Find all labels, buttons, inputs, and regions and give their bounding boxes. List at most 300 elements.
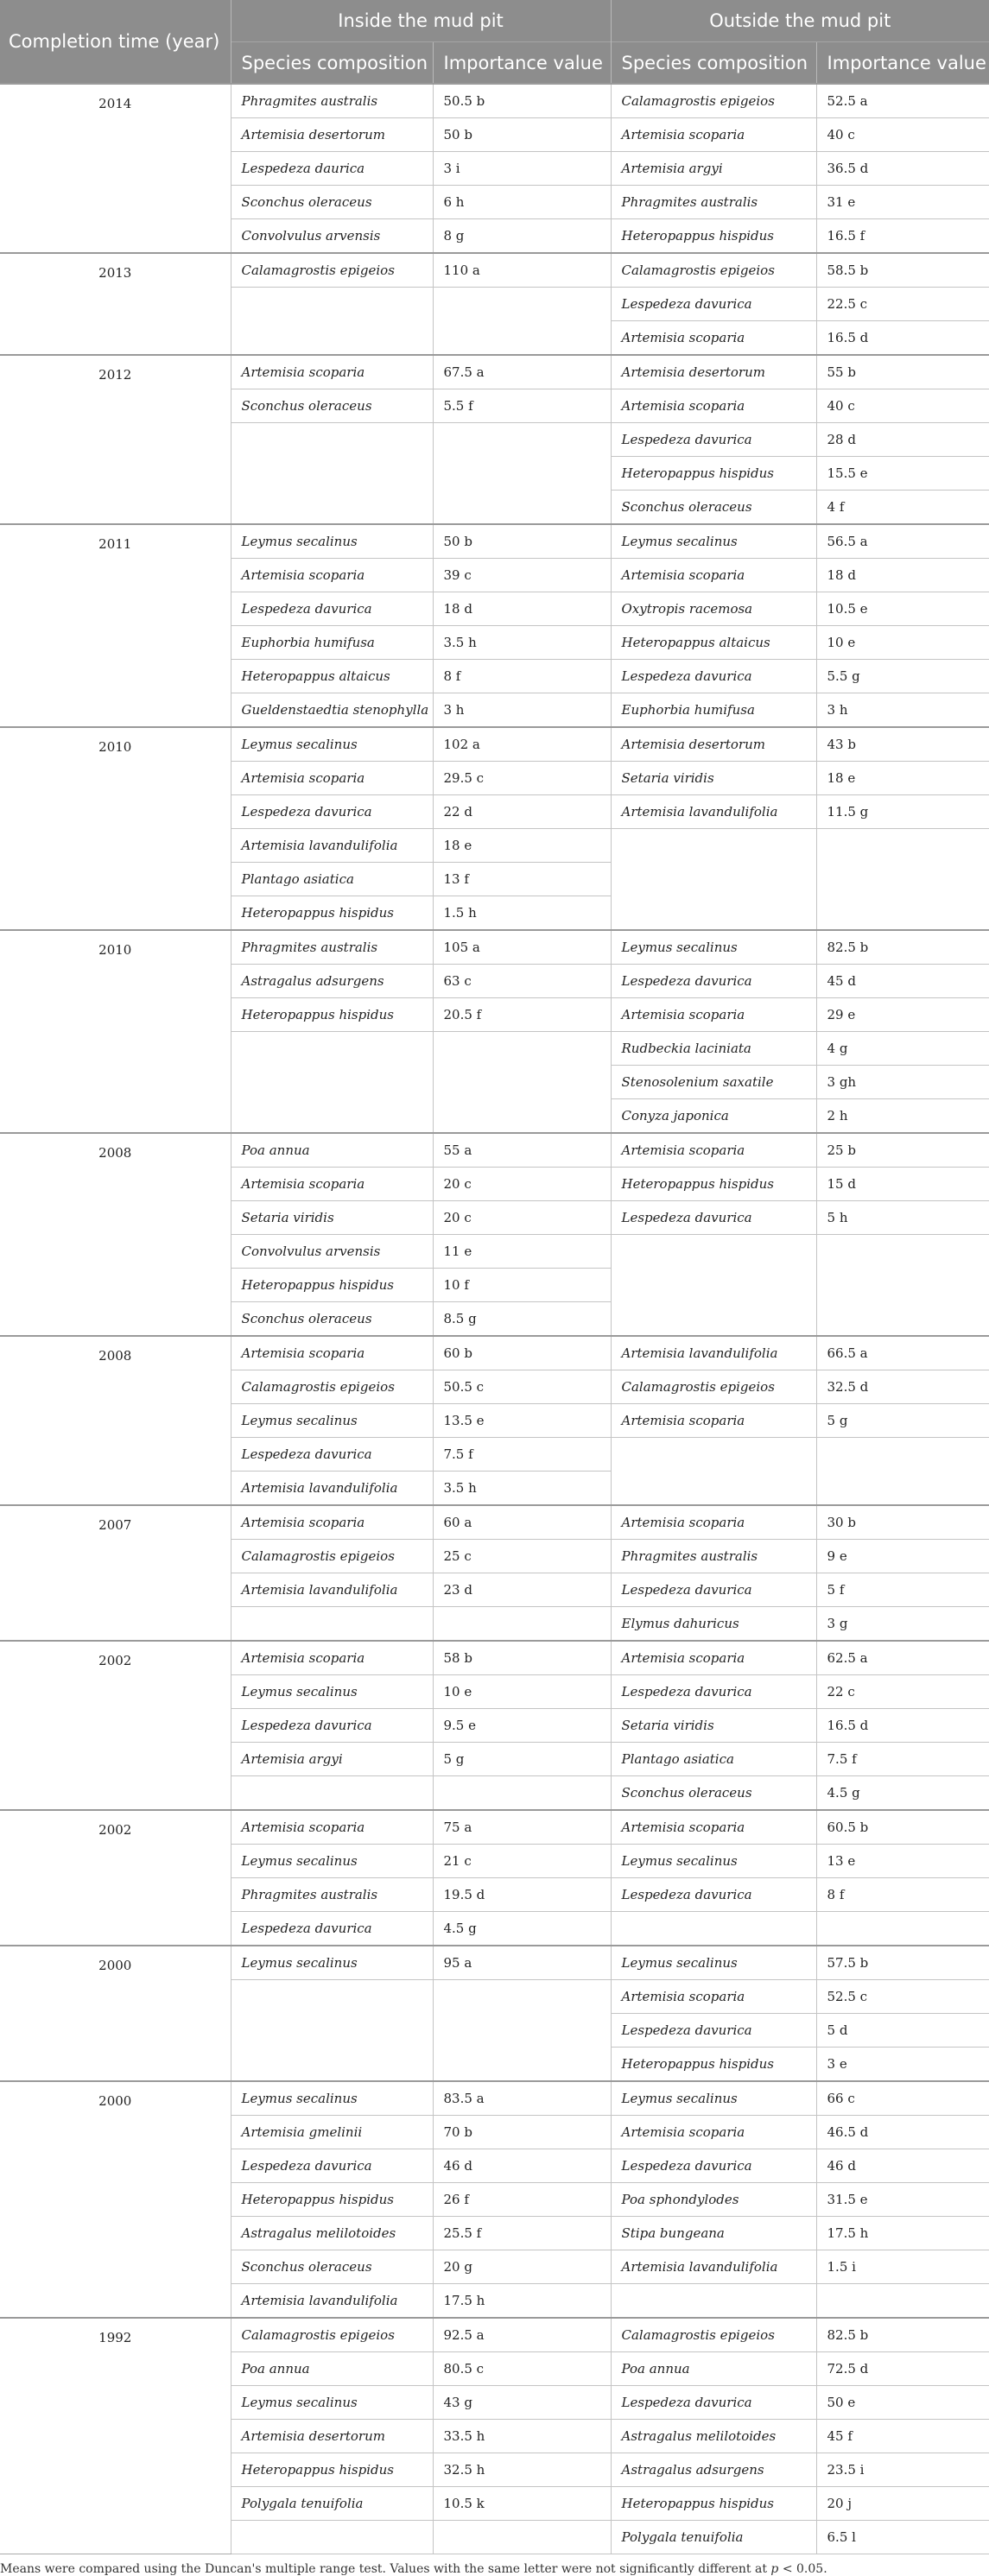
inside-importance-value: 95 a bbox=[433, 1946, 611, 1980]
inside-importance-value: 25 c bbox=[433, 1540, 611, 1573]
header-inside-mud-pit: Inside the mud pit bbox=[231, 0, 611, 42]
inside-species: Lespedeza davurica bbox=[231, 1912, 433, 1946]
completion-year: 2000 bbox=[0, 1946, 231, 2081]
outside-importance-value: 22 c bbox=[816, 1675, 989, 1709]
inside-species: Sconchus oleraceus bbox=[231, 2250, 433, 2284]
outside-species: Stipa bungeana bbox=[611, 2217, 816, 2250]
inside-species: Convolvulus arvensis bbox=[231, 1235, 433, 1269]
outside-importance-value: 4.5 g bbox=[816, 1776, 989, 1811]
inside-importance-value: 20 g bbox=[433, 2250, 611, 2284]
inside-species: Artemisia scoparia bbox=[231, 1168, 433, 1201]
outside-importance-value: 46.5 d bbox=[816, 2116, 989, 2149]
inside-importance-value: 63 c bbox=[433, 965, 611, 998]
outside-importance-value: 11.5 g bbox=[816, 795, 989, 829]
outside-importance-value: 58.5 b bbox=[816, 253, 989, 288]
inside-importance-value: 75 a bbox=[433, 1810, 611, 1845]
outside-importance-value: 28 d bbox=[816, 423, 989, 457]
completion-year: 2010 bbox=[0, 930, 231, 1133]
inside-species: Artemisia lavandulifolia bbox=[231, 829, 433, 863]
inside-species: Lespedeza davurica bbox=[231, 2149, 433, 2183]
outside-species: Artemisia lavandulifolia bbox=[611, 2250, 816, 2284]
table-row bbox=[0, 727, 989, 762]
table-row bbox=[0, 1133, 989, 1168]
outside-species: Artemisia scoparia bbox=[611, 1133, 816, 1168]
inside-empty-cell bbox=[231, 288, 433, 356]
outside-species: Sconchus oleraceus bbox=[611, 1776, 816, 1811]
table-row bbox=[0, 1810, 989, 1845]
inside-importance-value: 19.5 d bbox=[433, 1878, 611, 1912]
inside-importance-value: 9.5 e bbox=[433, 1709, 611, 1743]
outside-species: Poa sphondylodes bbox=[611, 2183, 816, 2217]
inside-importance-value: 5.5 f bbox=[433, 389, 611, 423]
completion-year: 2000 bbox=[0, 2081, 231, 2318]
inside-importance-value: 83.5 a bbox=[433, 2081, 611, 2116]
inside-species: Heteropappus hispidus bbox=[231, 998, 433, 1032]
outside-importance-value: 57.5 b bbox=[816, 1946, 989, 1980]
outside-importance-value: 23.5 i bbox=[816, 2453, 989, 2487]
inside-species: Heteropappus altaicus bbox=[231, 660, 433, 693]
inside-species: Artemisia scoparia bbox=[231, 1505, 433, 1540]
completion-year: 1992 bbox=[0, 2318, 231, 2554]
table-row bbox=[0, 930, 989, 965]
outside-importance-value: 8 f bbox=[816, 1878, 989, 1912]
outside-species: Artemisia desertorum bbox=[611, 355, 816, 389]
inside-empty-cell bbox=[433, 288, 611, 356]
outside-importance-value: 1.5 i bbox=[816, 2250, 989, 2284]
table-row bbox=[0, 1336, 989, 1370]
inside-importance-value: 13 f bbox=[433, 863, 611, 896]
outside-importance-value: 18 d bbox=[816, 559, 989, 592]
outside-species: Calamagrostis epigeios bbox=[611, 253, 816, 288]
inside-importance-value: 13.5 e bbox=[433, 1404, 611, 1438]
outside-species: Lespedeza davurica bbox=[611, 1201, 816, 1235]
completion-year: 2002 bbox=[0, 1810, 231, 1946]
outside-species: Phragmites australis bbox=[611, 186, 816, 219]
inside-importance-value: 7.5 f bbox=[433, 1438, 611, 1472]
inside-species: Lespedeza davurica bbox=[231, 1438, 433, 1472]
inside-importance-value: 11 e bbox=[433, 1235, 611, 1269]
inside-species: Artemisia scoparia bbox=[231, 1641, 433, 1675]
inside-importance-value: 60 b bbox=[433, 1336, 611, 1370]
outside-species: Euphorbia humifusa bbox=[611, 693, 816, 728]
inside-species: Plantago asiatica bbox=[231, 863, 433, 896]
inside-importance-value: 50.5 b bbox=[433, 84, 611, 118]
table-header bbox=[0, 0, 989, 84]
inside-species: Calamagrostis epigeios bbox=[231, 2318, 433, 2352]
inside-importance-value: 3 i bbox=[433, 152, 611, 186]
inside-species: Lespedeza davurica bbox=[231, 1709, 433, 1743]
completion-year: 2002 bbox=[0, 1641, 231, 1810]
header-inside-species: Species composition bbox=[231, 42, 433, 85]
inside-species: Poa annua bbox=[231, 2352, 433, 2386]
inside-species: Heteropappus hispidus bbox=[231, 2453, 433, 2487]
inside-importance-value: 3 h bbox=[433, 693, 611, 728]
inside-importance-value: 105 a bbox=[433, 930, 611, 965]
inside-species: Leymus secalinus bbox=[231, 1845, 433, 1878]
inside-importance-value: 4.5 g bbox=[433, 1912, 611, 1946]
completion-year: 2007 bbox=[0, 1505, 231, 1641]
outside-species: Heteropappus hispidus bbox=[611, 219, 816, 254]
completion-year: 2008 bbox=[0, 1133, 231, 1336]
inside-species: Sconchus oleraceus bbox=[231, 186, 433, 219]
table-row bbox=[0, 253, 989, 288]
outside-empty-cell bbox=[611, 2284, 816, 2319]
outside-importance-value: 50 e bbox=[816, 2386, 989, 2420]
outside-importance-value: 2 h bbox=[816, 1099, 989, 1134]
inside-importance-value: 33.5 h bbox=[433, 2420, 611, 2453]
outside-species: Artemisia scoparia bbox=[611, 1980, 816, 2014]
outside-species: Stenosolenium saxatile bbox=[611, 1066, 816, 1099]
outside-species: Lespedeza davurica bbox=[611, 1573, 816, 1607]
outside-species: Leymus secalinus bbox=[611, 930, 816, 965]
table-body bbox=[0, 84, 989, 2554]
outside-species: Calamagrostis epigeios bbox=[611, 2318, 816, 2352]
outside-empty-cell bbox=[611, 1235, 816, 1337]
outside-species: Heteropappus hispidus bbox=[611, 2048, 816, 2082]
inside-species: Artemisia scoparia bbox=[231, 355, 433, 389]
header-completion-time: Completion time (year) bbox=[0, 0, 231, 84]
inside-importance-value: 8.5 g bbox=[433, 1302, 611, 1337]
outside-importance-value: 45 d bbox=[816, 965, 989, 998]
inside-importance-value: 3.5 h bbox=[433, 1472, 611, 1506]
outside-importance-value: 7.5 f bbox=[816, 1743, 989, 1776]
outside-importance-value: 9 e bbox=[816, 1540, 989, 1573]
outside-species: Heteropappus hispidus bbox=[611, 2487, 816, 2521]
inside-species: Artemisia desertorum bbox=[231, 2420, 433, 2453]
outside-importance-value: 62.5 a bbox=[816, 1641, 989, 1675]
outside-species: Lespedeza davurica bbox=[611, 288, 816, 321]
inside-species: Lespedeza daurica bbox=[231, 152, 433, 186]
outside-importance-value: 4 g bbox=[816, 1032, 989, 1066]
footnote-p: p bbox=[770, 2562, 779, 2576]
inside-species: Euphorbia humifusa bbox=[231, 626, 433, 660]
inside-species: Sconchus oleraceus bbox=[231, 389, 433, 423]
outside-species: Lespedeza davurica bbox=[611, 423, 816, 457]
outside-species: Leymus secalinus bbox=[611, 2081, 816, 2116]
outside-species: Artemisia argyi bbox=[611, 152, 816, 186]
inside-species: Heteropappus hispidus bbox=[231, 1269, 433, 1302]
inside-species: Heteropappus hispidus bbox=[231, 2183, 433, 2217]
outside-species: Plantago asiatica bbox=[611, 1743, 816, 1776]
outside-species: Artemisia scoparia bbox=[611, 2116, 816, 2149]
inside-species: Artemisia gmelinii bbox=[231, 2116, 433, 2149]
inside-species: Leymus secalinus bbox=[231, 2386, 433, 2420]
outside-species: Artemisia scoparia bbox=[611, 1505, 816, 1540]
table-row bbox=[0, 84, 989, 118]
outside-species: Artemisia desertorum bbox=[611, 727, 816, 762]
inside-importance-value: 1.5 h bbox=[433, 896, 611, 931]
outside-importance-value: 25 b bbox=[816, 1133, 989, 1168]
outside-importance-value: 5.5 g bbox=[816, 660, 989, 693]
outside-species: Lespedeza davurica bbox=[611, 2014, 816, 2048]
inside-importance-value: 67.5 a bbox=[433, 355, 611, 389]
inside-empty-cell bbox=[433, 423, 611, 525]
inside-importance-value: 18 e bbox=[433, 829, 611, 863]
outside-species: Leymus secalinus bbox=[611, 1845, 816, 1878]
inside-importance-value: 10 f bbox=[433, 1269, 611, 1302]
inside-empty-cell bbox=[231, 2521, 433, 2554]
outside-species: Sconchus oleraceus bbox=[611, 491, 816, 525]
inside-importance-value: 110 a bbox=[433, 253, 611, 288]
inside-species: Leymus secalinus bbox=[231, 1675, 433, 1709]
inside-species: Artemisia scoparia bbox=[231, 1810, 433, 1845]
completion-year: 2012 bbox=[0, 355, 231, 524]
inside-species: Artemisia lavandulifolia bbox=[231, 1472, 433, 1506]
inside-species: Astragalus melilotoides bbox=[231, 2217, 433, 2250]
inside-species: Artemisia scoparia bbox=[231, 559, 433, 592]
outside-importance-value: 4 f bbox=[816, 491, 989, 525]
outside-importance-value: 13 e bbox=[816, 1845, 989, 1878]
outside-importance-value: 3 e bbox=[816, 2048, 989, 2082]
outside-species: Setaria viridis bbox=[611, 1709, 816, 1743]
inside-importance-value: 60 a bbox=[433, 1505, 611, 1540]
outside-species: Setaria viridis bbox=[611, 762, 816, 795]
table-row bbox=[0, 524, 989, 559]
inside-importance-value: 22 d bbox=[433, 795, 611, 829]
inside-species: Calamagrostis epigeios bbox=[231, 1540, 433, 1573]
inside-importance-value: 20 c bbox=[433, 1168, 611, 1201]
inside-importance-value: 50.5 c bbox=[433, 1370, 611, 1404]
inside-empty-cell bbox=[433, 1776, 611, 1811]
inside-importance-value: 50 b bbox=[433, 118, 611, 152]
outside-importance-value: 18 e bbox=[816, 762, 989, 795]
inside-importance-value: 17.5 h bbox=[433, 2284, 611, 2319]
outside-species: Oxytropis racemosa bbox=[611, 592, 816, 626]
completion-year: 2008 bbox=[0, 1336, 231, 1505]
inside-species: Convolvulus arvensis bbox=[231, 219, 433, 254]
outside-species: Astragalus melilotoides bbox=[611, 2420, 816, 2453]
outside-species: Heteropappus altaicus bbox=[611, 626, 816, 660]
inside-empty-cell bbox=[231, 1980, 433, 2082]
inside-importance-value: 10.5 k bbox=[433, 2487, 611, 2521]
outside-importance-value: 52.5 c bbox=[816, 1980, 989, 2014]
outside-empty-cell bbox=[816, 829, 989, 931]
outside-importance-value: 56.5 a bbox=[816, 524, 989, 559]
inside-importance-value: 102 a bbox=[433, 727, 611, 762]
inside-species: Calamagrostis epigeios bbox=[231, 1370, 433, 1404]
inside-species: Phragmites australis bbox=[231, 84, 433, 118]
outside-importance-value: 31.5 e bbox=[816, 2183, 989, 2217]
inside-importance-value: 3.5 h bbox=[433, 626, 611, 660]
header-outside-species: Species composition bbox=[611, 42, 816, 85]
outside-importance-value: 40 c bbox=[816, 118, 989, 152]
inside-importance-value: 8 g bbox=[433, 219, 611, 254]
outside-species: Artemisia lavandulifolia bbox=[611, 795, 816, 829]
outside-importance-value: 5 f bbox=[816, 1573, 989, 1607]
outside-empty-cell bbox=[611, 1912, 816, 1946]
inside-species: Poa annua bbox=[231, 1133, 433, 1168]
outside-species: Artemisia lavandulifolia bbox=[611, 1336, 816, 1370]
outside-importance-value: 60.5 b bbox=[816, 1810, 989, 1845]
outside-species: Conyza japonica bbox=[611, 1099, 816, 1134]
inside-importance-value: 29.5 c bbox=[433, 762, 611, 795]
outside-importance-value: 66 c bbox=[816, 2081, 989, 2116]
outside-importance-value: 45 f bbox=[816, 2420, 989, 2453]
inside-importance-value: 55 a bbox=[433, 1133, 611, 1168]
inside-species: Artemisia lavandulifolia bbox=[231, 2284, 433, 2319]
outside-species: Leymus secalinus bbox=[611, 1946, 816, 1980]
table-row bbox=[0, 355, 989, 389]
outside-importance-value: 82.5 b bbox=[816, 930, 989, 965]
outside-species: Heteropappus hispidus bbox=[611, 1168, 816, 1201]
inside-importance-value: 26 f bbox=[433, 2183, 611, 2217]
inside-species: Heteropappus hispidus bbox=[231, 896, 433, 931]
inside-importance-value: 80.5 c bbox=[433, 2352, 611, 2386]
outside-importance-value: 30 b bbox=[816, 1505, 989, 1540]
inside-importance-value: 43 g bbox=[433, 2386, 611, 2420]
inside-species: Lespedeza davurica bbox=[231, 795, 433, 829]
outside-species: Astragalus adsurgens bbox=[611, 2453, 816, 2487]
outside-species: Lespedeza davurica bbox=[611, 2386, 816, 2420]
outside-species: Rudbeckia laciniata bbox=[611, 1032, 816, 1066]
inside-species: Artemisia scoparia bbox=[231, 762, 433, 795]
outside-species: Lespedeza davurica bbox=[611, 660, 816, 693]
inside-importance-value: 23 d bbox=[433, 1573, 611, 1607]
outside-species: Heteropappus hispidus bbox=[611, 457, 816, 491]
outside-species: Lespedeza davurica bbox=[611, 1675, 816, 1709]
inside-empty-cell bbox=[433, 1980, 611, 2082]
inside-species: Leymus secalinus bbox=[231, 2081, 433, 2116]
inside-empty-cell bbox=[433, 2521, 611, 2554]
outside-species: Artemisia scoparia bbox=[611, 1810, 816, 1845]
outside-species: Lespedeza davurica bbox=[611, 2149, 816, 2183]
inside-species: Sconchus oleraceus bbox=[231, 1302, 433, 1337]
table-row bbox=[0, 1505, 989, 1540]
inside-species: Leymus secalinus bbox=[231, 727, 433, 762]
inside-species: Leymus secalinus bbox=[231, 1404, 433, 1438]
outside-importance-value: 16.5 d bbox=[816, 1709, 989, 1743]
outside-species: Poa annua bbox=[611, 2352, 816, 2386]
outside-species: Lespedeza davurica bbox=[611, 965, 816, 998]
inside-species: Artemisia argyi bbox=[231, 1743, 433, 1776]
inside-importance-value: 8 f bbox=[433, 660, 611, 693]
outside-importance-value: 46 d bbox=[816, 2149, 989, 2183]
inside-importance-value: 58 b bbox=[433, 1641, 611, 1675]
outside-empty-cell bbox=[611, 829, 816, 931]
inside-species: Artemisia scoparia bbox=[231, 1336, 433, 1370]
outside-empty-cell bbox=[816, 1235, 989, 1337]
inside-species: Gueldenstaedtia stenophylla bbox=[231, 693, 433, 728]
header-outside-importance: Importance value bbox=[816, 42, 989, 85]
outside-species: Artemisia scoparia bbox=[611, 1404, 816, 1438]
inside-empty-cell bbox=[231, 423, 433, 525]
table-row bbox=[0, 1641, 989, 1675]
header-inside-importance: Importance value bbox=[433, 42, 611, 85]
completion-year: 2011 bbox=[0, 524, 231, 727]
inside-importance-value: 5 g bbox=[433, 1743, 611, 1776]
outside-importance-value: 15 d bbox=[816, 1168, 989, 1201]
inside-species: Lespedeza davurica bbox=[231, 592, 433, 626]
outside-importance-value: 17.5 h bbox=[816, 2217, 989, 2250]
outside-importance-value: 36.5 d bbox=[816, 152, 989, 186]
inside-importance-value: 25.5 f bbox=[433, 2217, 611, 2250]
footnote-text-2: < 0.05. bbox=[778, 2562, 827, 2576]
outside-importance-value: 31 e bbox=[816, 186, 989, 219]
table-row bbox=[0, 1946, 989, 1980]
inside-empty-cell bbox=[433, 1032, 611, 1134]
outside-importance-value: 16.5 f bbox=[816, 219, 989, 254]
table-row bbox=[0, 2318, 989, 2352]
outside-species: Artemisia scoparia bbox=[611, 559, 816, 592]
outside-importance-value: 55 b bbox=[816, 355, 989, 389]
completion-year: 2010 bbox=[0, 727, 231, 930]
inside-importance-value: 20.5 f bbox=[433, 998, 611, 1032]
inside-species: Leymus secalinus bbox=[231, 524, 433, 559]
outside-species: Calamagrostis epigeios bbox=[611, 1370, 816, 1404]
completion-year: 2014 bbox=[0, 84, 231, 253]
outside-empty-cell bbox=[816, 2284, 989, 2319]
outside-species: Lespedeza davurica bbox=[611, 1878, 816, 1912]
inside-empty-cell bbox=[231, 1607, 433, 1642]
outside-empty-cell bbox=[816, 1912, 989, 1946]
outside-importance-value: 5 h bbox=[816, 1201, 989, 1235]
inside-species: Polygala tenuifolia bbox=[231, 2487, 433, 2521]
outside-species: Phragmites australis bbox=[611, 1540, 816, 1573]
inside-importance-value: 21 c bbox=[433, 1845, 611, 1878]
outside-importance-value: 43 b bbox=[816, 727, 989, 762]
outside-species: Elymus dahuricus bbox=[611, 1607, 816, 1642]
inside-empty-cell bbox=[433, 1607, 611, 1642]
outside-importance-value: 20 j bbox=[816, 2487, 989, 2521]
inside-importance-value: 46 d bbox=[433, 2149, 611, 2183]
inside-species: Setaria viridis bbox=[231, 1201, 433, 1235]
outside-species: Artemisia scoparia bbox=[611, 998, 816, 1032]
outside-importance-value: 32.5 d bbox=[816, 1370, 989, 1404]
inside-importance-value: 20 c bbox=[433, 1201, 611, 1235]
completion-year: 2013 bbox=[0, 253, 231, 355]
inside-species: Phragmites australis bbox=[231, 1878, 433, 1912]
outside-species: Calamagrostis epigeios bbox=[611, 84, 816, 118]
inside-importance-value: 92.5 a bbox=[433, 2318, 611, 2352]
inside-species: Phragmites australis bbox=[231, 930, 433, 965]
table-row bbox=[0, 2081, 989, 2116]
outside-species: Artemisia scoparia bbox=[611, 389, 816, 423]
outside-importance-value: 3 h bbox=[816, 693, 989, 728]
outside-importance-value: 40 c bbox=[816, 389, 989, 423]
outside-importance-value: 10 e bbox=[816, 626, 989, 660]
outside-importance-value: 66.5 a bbox=[816, 1336, 989, 1370]
inside-importance-value: 50 b bbox=[433, 524, 611, 559]
outside-importance-value: 52.5 a bbox=[816, 84, 989, 118]
inside-species: Astragalus adsurgens bbox=[231, 965, 433, 998]
inside-importance-value: 10 e bbox=[433, 1675, 611, 1709]
inside-empty-cell bbox=[231, 1032, 433, 1134]
outside-empty-cell bbox=[816, 1438, 989, 1506]
outside-importance-value: 29 e bbox=[816, 998, 989, 1032]
outside-importance-value: 82.5 b bbox=[816, 2318, 989, 2352]
outside-importance-value: 5 g bbox=[816, 1404, 989, 1438]
inside-importance-value: 18 d bbox=[433, 592, 611, 626]
inside-species: Artemisia lavandulifolia bbox=[231, 1573, 433, 1607]
outside-species: Artemisia scoparia bbox=[611, 321, 816, 356]
outside-species: Artemisia scoparia bbox=[611, 118, 816, 152]
outside-species: Polygala tenuifolia bbox=[611, 2521, 816, 2554]
inside-importance-value: 70 b bbox=[433, 2116, 611, 2149]
inside-species: Calamagrostis epigeios bbox=[231, 253, 433, 288]
outside-importance-value: 5 d bbox=[816, 2014, 989, 2048]
outside-species: Artemisia scoparia bbox=[611, 1641, 816, 1675]
outside-importance-value: 3 gh bbox=[816, 1066, 989, 1099]
table-footnote bbox=[0, 2554, 989, 2576]
outside-importance-value: 10.5 e bbox=[816, 592, 989, 626]
outside-importance-value: 15.5 e bbox=[816, 457, 989, 491]
inside-importance-value: 6 h bbox=[433, 186, 611, 219]
inside-importance-value: 39 c bbox=[433, 559, 611, 592]
outside-species: Leymus secalinus bbox=[611, 524, 816, 559]
outside-importance-value: 6.5 l bbox=[816, 2521, 989, 2554]
inside-species: Leymus secalinus bbox=[231, 1946, 433, 1980]
header-outside-mud-pit: Outside the mud pit bbox=[611, 0, 989, 42]
